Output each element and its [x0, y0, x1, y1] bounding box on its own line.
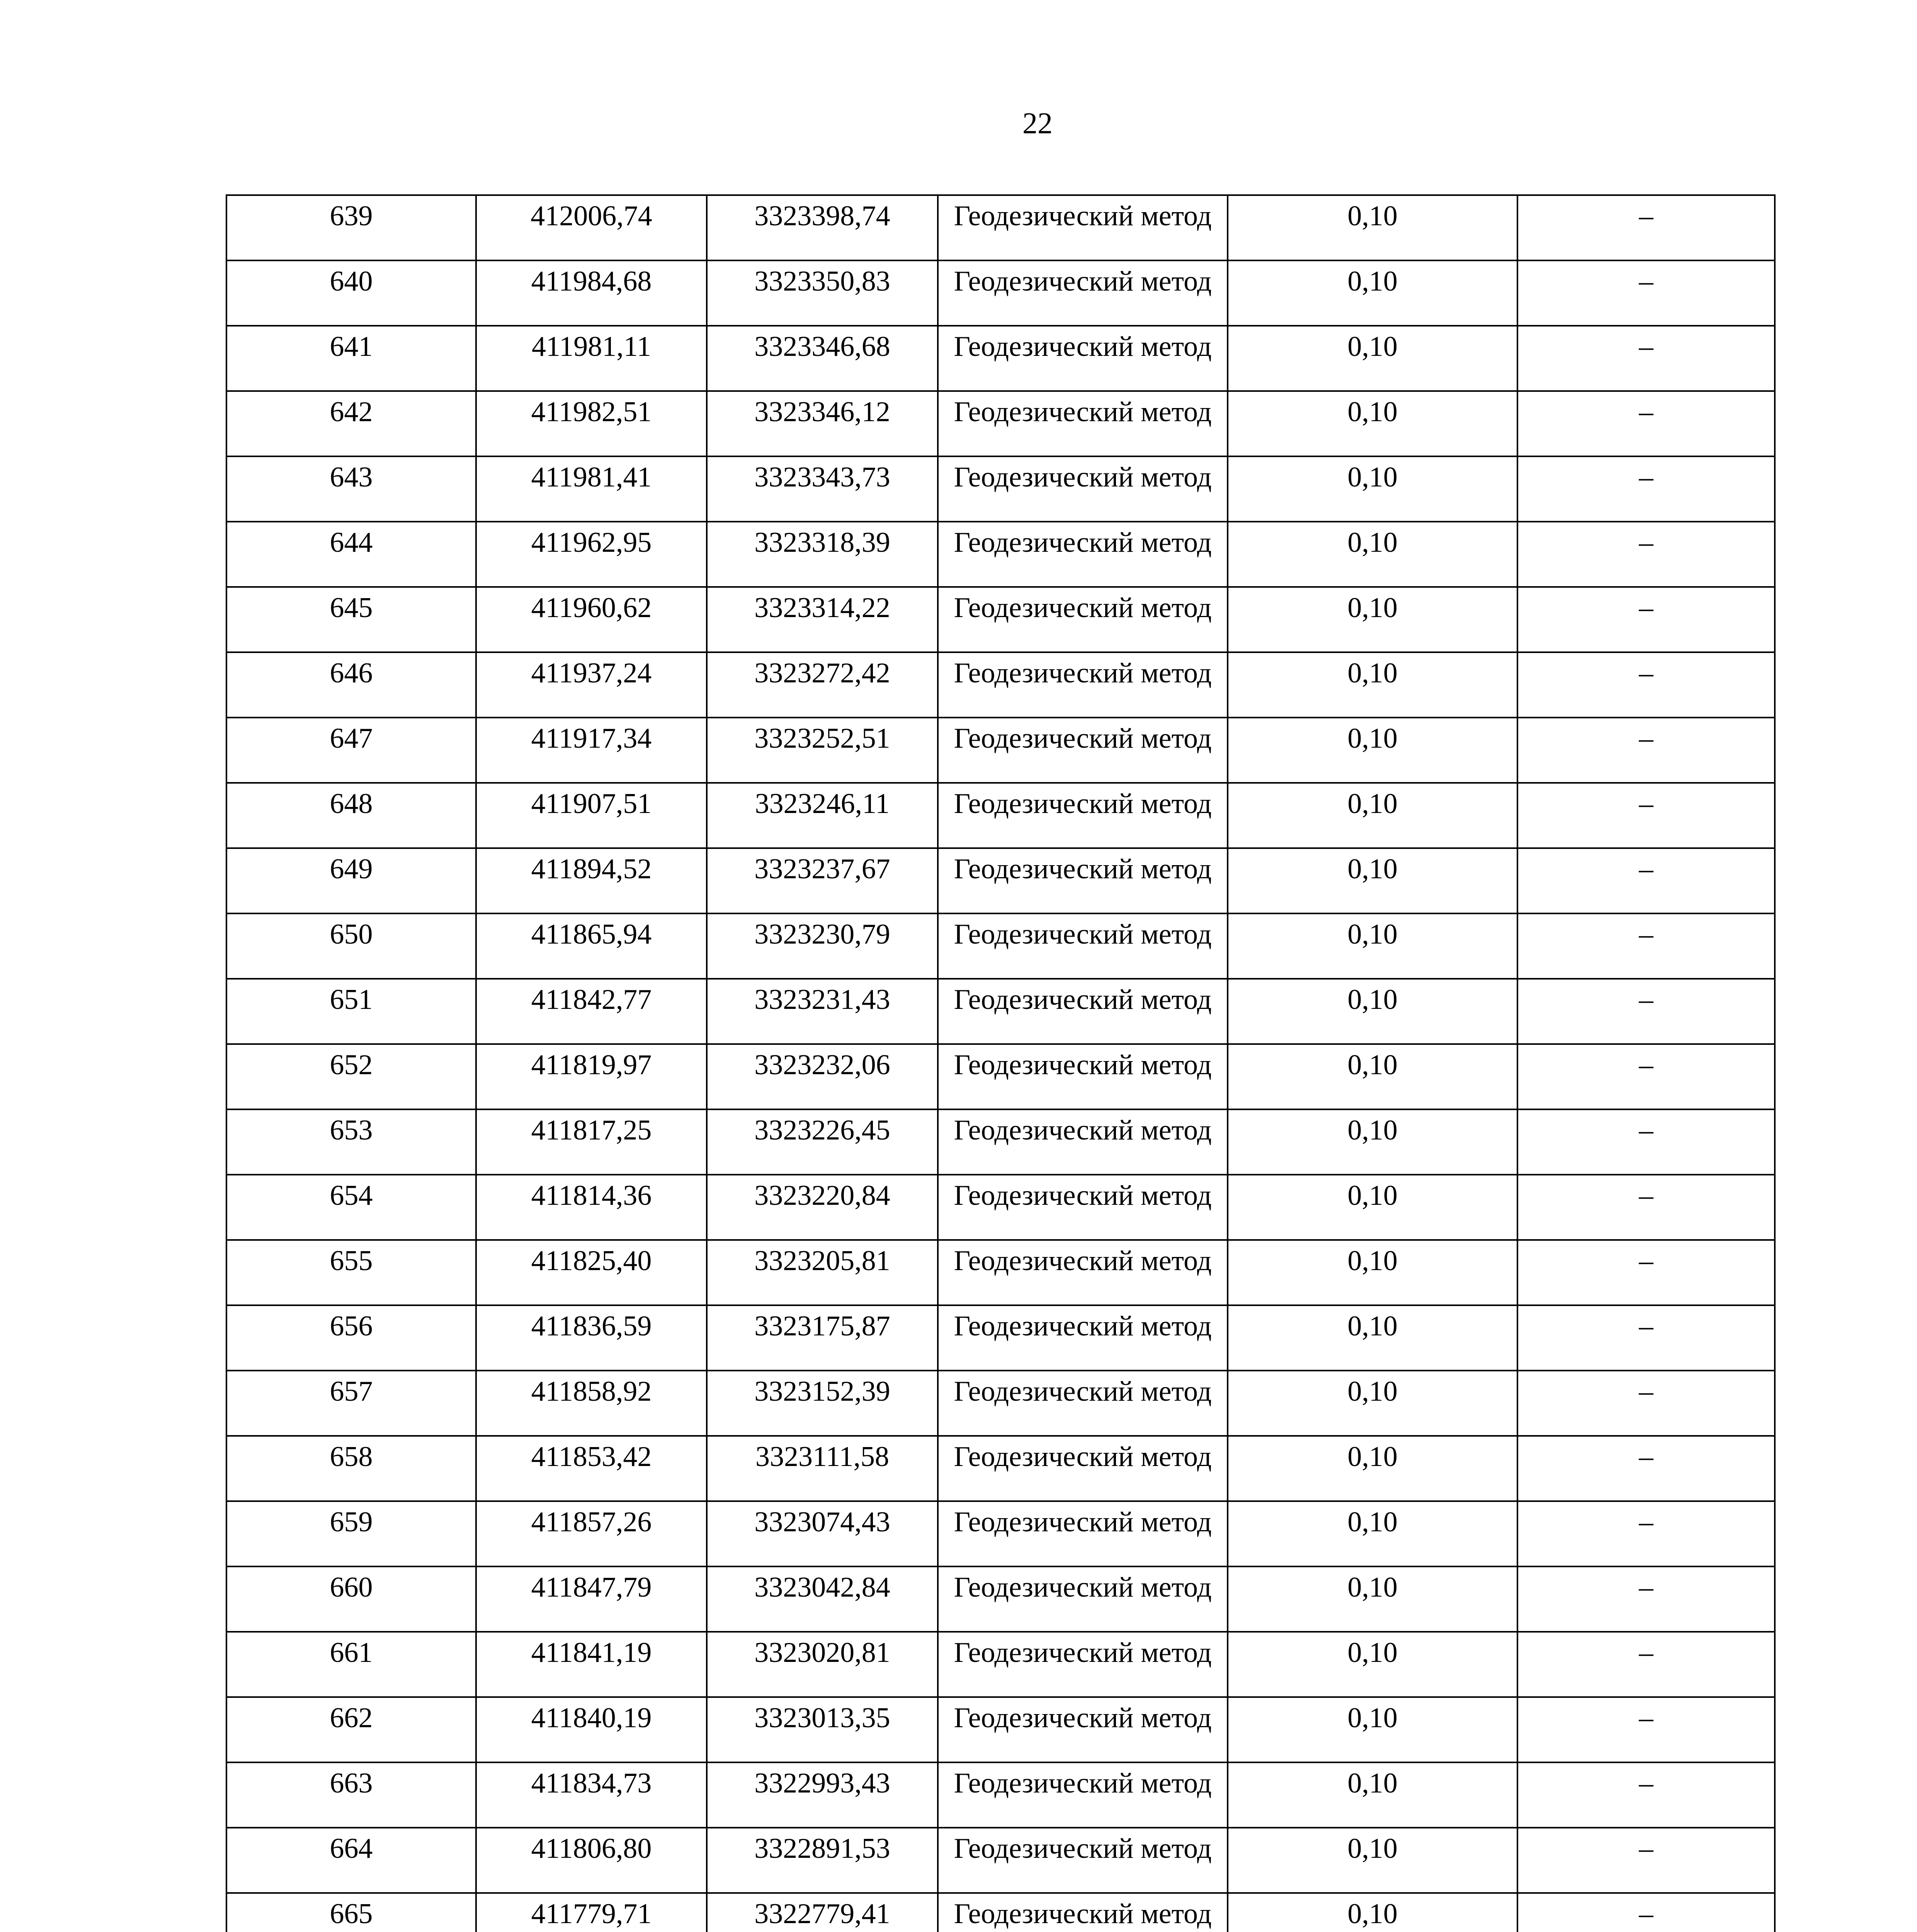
- coordinates-table-body: [226, 195, 1775, 1932]
- y-coordinate-cell: 3323237,67: [707, 848, 938, 913]
- accuracy-cell: 0,10: [1228, 1044, 1517, 1109]
- point-number-cell: 663: [226, 1762, 476, 1828]
- point-number-cell: 661: [226, 1632, 476, 1697]
- y-coordinate-cell: 3322891,53: [707, 1828, 938, 1893]
- method-cell: Геодезический метод: [938, 1566, 1228, 1632]
- accuracy-cell: 0,10: [1228, 848, 1517, 913]
- point-number-cell: 647: [226, 718, 476, 783]
- table-row: [226, 1501, 1775, 1566]
- point-number-cell: 642: [226, 391, 476, 456]
- y-coordinate-cell: 3323346,68: [707, 326, 938, 391]
- point-number-cell: 649: [226, 848, 476, 913]
- x-coordinate-cell: 411836,59: [476, 1305, 707, 1371]
- y-coordinate-cell: 3323398,74: [707, 195, 938, 260]
- method-cell: Геодезический метод: [938, 1762, 1228, 1828]
- point-number-cell: 653: [226, 1109, 476, 1175]
- x-coordinate-cell: 412006,74: [476, 195, 707, 260]
- point-number-cell: 652: [226, 1044, 476, 1109]
- method-cell: Геодезический метод: [938, 1371, 1228, 1436]
- accuracy-cell: 0,10: [1228, 979, 1517, 1044]
- x-coordinate-cell: 411981,11: [476, 326, 707, 391]
- note-cell: –: [1517, 1371, 1775, 1436]
- method-cell: Геодезический метод: [938, 326, 1228, 391]
- note-cell: –: [1517, 718, 1775, 783]
- table-row: [226, 783, 1775, 848]
- x-coordinate-cell: 411982,51: [476, 391, 707, 456]
- x-coordinate-cell: 411841,19: [476, 1632, 707, 1697]
- y-coordinate-cell: 3322993,43: [707, 1762, 938, 1828]
- note-cell: –: [1517, 1893, 1775, 1932]
- point-number-cell: 659: [226, 1501, 476, 1566]
- method-cell: Геодезический метод: [938, 1501, 1228, 1566]
- accuracy-cell: 0,10: [1228, 1305, 1517, 1371]
- x-coordinate-cell: 411779,71: [476, 1893, 707, 1932]
- method-cell: Геодезический метод: [938, 195, 1228, 260]
- point-number-cell: 660: [226, 1566, 476, 1632]
- x-coordinate-cell: 411842,77: [476, 979, 707, 1044]
- accuracy-cell: 0,10: [1228, 456, 1517, 522]
- y-coordinate-cell: 3323343,73: [707, 456, 938, 522]
- point-number-cell: 664: [226, 1828, 476, 1893]
- x-coordinate-cell: 411917,34: [476, 718, 707, 783]
- method-cell: Геодезический метод: [938, 1044, 1228, 1109]
- accuracy-cell: 0,10: [1228, 1240, 1517, 1305]
- accuracy-cell: 0,10: [1228, 783, 1517, 848]
- point-number-cell: 639: [226, 195, 476, 260]
- table-row: [226, 1566, 1775, 1632]
- note-cell: –: [1517, 979, 1775, 1044]
- note-cell: –: [1517, 652, 1775, 718]
- method-cell: Геодезический метод: [938, 1175, 1228, 1240]
- table-row: [226, 848, 1775, 913]
- point-number-cell: 655: [226, 1240, 476, 1305]
- method-cell: Геодезический метод: [938, 522, 1228, 587]
- y-coordinate-cell: 3323350,83: [707, 260, 938, 326]
- x-coordinate-cell: 411858,92: [476, 1371, 707, 1436]
- method-cell: Геодезический метод: [938, 1828, 1228, 1893]
- x-coordinate-cell: 411960,62: [476, 587, 707, 652]
- point-number-cell: 657: [226, 1371, 476, 1436]
- accuracy-cell: 0,10: [1228, 522, 1517, 587]
- method-cell: Геодезический метод: [938, 1436, 1228, 1501]
- note-cell: –: [1517, 783, 1775, 848]
- y-coordinate-cell: 3323013,35: [707, 1697, 938, 1762]
- x-coordinate-cell: 411962,95: [476, 522, 707, 587]
- note-cell: –: [1517, 522, 1775, 587]
- note-cell: –: [1517, 260, 1775, 326]
- y-coordinate-cell: 3323020,81: [707, 1632, 938, 1697]
- point-number-cell: 651: [226, 979, 476, 1044]
- point-number-cell: 665: [226, 1893, 476, 1932]
- y-coordinate-cell: 3323175,87: [707, 1305, 938, 1371]
- x-coordinate-cell: 411817,25: [476, 1109, 707, 1175]
- table-row: [226, 652, 1775, 718]
- point-number-cell: 658: [226, 1436, 476, 1501]
- coordinates-table: [226, 194, 1776, 1932]
- accuracy-cell: 0,10: [1228, 1109, 1517, 1175]
- note-cell: –: [1517, 848, 1775, 913]
- table-row: [226, 456, 1775, 522]
- point-number-cell: 646: [226, 652, 476, 718]
- accuracy-cell: 0,10: [1228, 587, 1517, 652]
- y-coordinate-cell: 3323246,11: [707, 783, 938, 848]
- table-row: [226, 1893, 1775, 1932]
- table-row: [226, 326, 1775, 391]
- method-cell: Геодезический метод: [938, 718, 1228, 783]
- table-row: [226, 1697, 1775, 1762]
- point-number-cell: 640: [226, 260, 476, 326]
- note-cell: –: [1517, 1828, 1775, 1893]
- x-coordinate-cell: 411814,36: [476, 1175, 707, 1240]
- note-cell: –: [1517, 913, 1775, 979]
- note-cell: –: [1517, 195, 1775, 260]
- accuracy-cell: 0,10: [1228, 1566, 1517, 1632]
- accuracy-cell: 0,10: [1228, 718, 1517, 783]
- table-row: [226, 913, 1775, 979]
- point-number-cell: 641: [226, 326, 476, 391]
- table-row: [226, 1044, 1775, 1109]
- x-coordinate-cell: 411857,26: [476, 1501, 707, 1566]
- table-row: [226, 718, 1775, 783]
- table-row: [226, 1175, 1775, 1240]
- method-cell: Геодезический метод: [938, 913, 1228, 979]
- table-row: [226, 1240, 1775, 1305]
- y-coordinate-cell: 3323205,81: [707, 1240, 938, 1305]
- accuracy-cell: 0,10: [1228, 1828, 1517, 1893]
- method-cell: Геодезический метод: [938, 1697, 1228, 1762]
- table-row: [226, 260, 1775, 326]
- note-cell: –: [1517, 1762, 1775, 1828]
- y-coordinate-cell: 3323314,22: [707, 587, 938, 652]
- table-row: [226, 1371, 1775, 1436]
- table-row: [226, 1305, 1775, 1371]
- y-coordinate-cell: 3323318,39: [707, 522, 938, 587]
- x-coordinate-cell: 411937,24: [476, 652, 707, 718]
- accuracy-cell: 0,10: [1228, 391, 1517, 456]
- table-row: [226, 522, 1775, 587]
- point-number-cell: 650: [226, 913, 476, 979]
- note-cell: –: [1517, 456, 1775, 522]
- point-number-cell: 662: [226, 1697, 476, 1762]
- point-number-cell: 644: [226, 522, 476, 587]
- table-row: [226, 979, 1775, 1044]
- table-row: [226, 587, 1775, 652]
- accuracy-cell: 0,10: [1228, 1893, 1517, 1932]
- x-coordinate-cell: 411907,51: [476, 783, 707, 848]
- note-cell: –: [1517, 1109, 1775, 1175]
- accuracy-cell: 0,10: [1228, 652, 1517, 718]
- method-cell: Геодезический метод: [938, 783, 1228, 848]
- accuracy-cell: 0,10: [1228, 1697, 1517, 1762]
- note-cell: –: [1517, 1632, 1775, 1697]
- accuracy-cell: 0,10: [1228, 1632, 1517, 1697]
- x-coordinate-cell: 411834,73: [476, 1762, 707, 1828]
- x-coordinate-cell: 411981,41: [476, 456, 707, 522]
- x-coordinate-cell: 411847,79: [476, 1566, 707, 1632]
- table-row: [226, 1436, 1775, 1501]
- method-cell: Геодезический метод: [938, 1109, 1228, 1175]
- point-number-cell: 643: [226, 456, 476, 522]
- x-coordinate-cell: 411865,94: [476, 913, 707, 979]
- accuracy-cell: 0,10: [1228, 913, 1517, 979]
- method-cell: Геодезический метод: [938, 1893, 1228, 1932]
- table-row: [226, 1828, 1775, 1893]
- accuracy-cell: 0,10: [1228, 1762, 1517, 1828]
- note-cell: –: [1517, 391, 1775, 456]
- method-cell: Геодезический метод: [938, 391, 1228, 456]
- accuracy-cell: 0,10: [1228, 326, 1517, 391]
- method-cell: Геодезический метод: [938, 260, 1228, 326]
- table-row: [226, 1109, 1775, 1175]
- note-cell: –: [1517, 1566, 1775, 1632]
- x-coordinate-cell: 411819,97: [476, 1044, 707, 1109]
- note-cell: –: [1517, 587, 1775, 652]
- method-cell: Геодезический метод: [938, 587, 1228, 652]
- accuracy-cell: 0,10: [1228, 1175, 1517, 1240]
- point-number-cell: 645: [226, 587, 476, 652]
- table-row: [226, 1762, 1775, 1828]
- accuracy-cell: 0,10: [1228, 1371, 1517, 1436]
- y-coordinate-cell: 3323074,43: [707, 1501, 938, 1566]
- table-row: [226, 391, 1775, 456]
- y-coordinate-cell: 3323220,84: [707, 1175, 938, 1240]
- x-coordinate-cell: 411984,68: [476, 260, 707, 326]
- y-coordinate-cell: 3322779,41: [707, 1893, 938, 1932]
- method-cell: Геодезический метод: [938, 1305, 1228, 1371]
- y-coordinate-cell: 3323111,58: [707, 1436, 938, 1501]
- y-coordinate-cell: 3323230,79: [707, 913, 938, 979]
- accuracy-cell: 0,10: [1228, 260, 1517, 326]
- accuracy-cell: 0,10: [1228, 195, 1517, 260]
- y-coordinate-cell: 3323152,39: [707, 1371, 938, 1436]
- page-number: 22: [1022, 106, 1053, 140]
- x-coordinate-cell: 411825,40: [476, 1240, 707, 1305]
- x-coordinate-cell: 411840,19: [476, 1697, 707, 1762]
- method-cell: Геодезический метод: [938, 979, 1228, 1044]
- x-coordinate-cell: 411806,80: [476, 1828, 707, 1893]
- point-number-cell: 654: [226, 1175, 476, 1240]
- note-cell: –: [1517, 1436, 1775, 1501]
- accuracy-cell: 0,10: [1228, 1436, 1517, 1501]
- y-coordinate-cell: 3323346,12: [707, 391, 938, 456]
- point-number-cell: 648: [226, 783, 476, 848]
- method-cell: Геодезический метод: [938, 652, 1228, 718]
- y-coordinate-cell: 3323252,51: [707, 718, 938, 783]
- note-cell: –: [1517, 1305, 1775, 1371]
- method-cell: Геодезический метод: [938, 1632, 1228, 1697]
- x-coordinate-cell: 411853,42: [476, 1436, 707, 1501]
- table-row: [226, 195, 1775, 260]
- point-number-cell: 656: [226, 1305, 476, 1371]
- note-cell: –: [1517, 1240, 1775, 1305]
- note-cell: –: [1517, 326, 1775, 391]
- x-coordinate-cell: 411894,52: [476, 848, 707, 913]
- y-coordinate-cell: 3323272,42: [707, 652, 938, 718]
- method-cell: Геодезический метод: [938, 848, 1228, 913]
- y-coordinate-cell: 3323231,43: [707, 979, 938, 1044]
- y-coordinate-cell: 3323232,06: [707, 1044, 938, 1109]
- y-coordinate-cell: 3323226,45: [707, 1109, 938, 1175]
- table-row: [226, 1632, 1775, 1697]
- method-cell: Геодезический метод: [938, 456, 1228, 522]
- note-cell: –: [1517, 1175, 1775, 1240]
- y-coordinate-cell: 3323042,84: [707, 1566, 938, 1632]
- accuracy-cell: 0,10: [1228, 1501, 1517, 1566]
- note-cell: –: [1517, 1697, 1775, 1762]
- method-cell: Геодезический метод: [938, 1240, 1228, 1305]
- note-cell: –: [1517, 1044, 1775, 1109]
- note-cell: –: [1517, 1501, 1775, 1566]
